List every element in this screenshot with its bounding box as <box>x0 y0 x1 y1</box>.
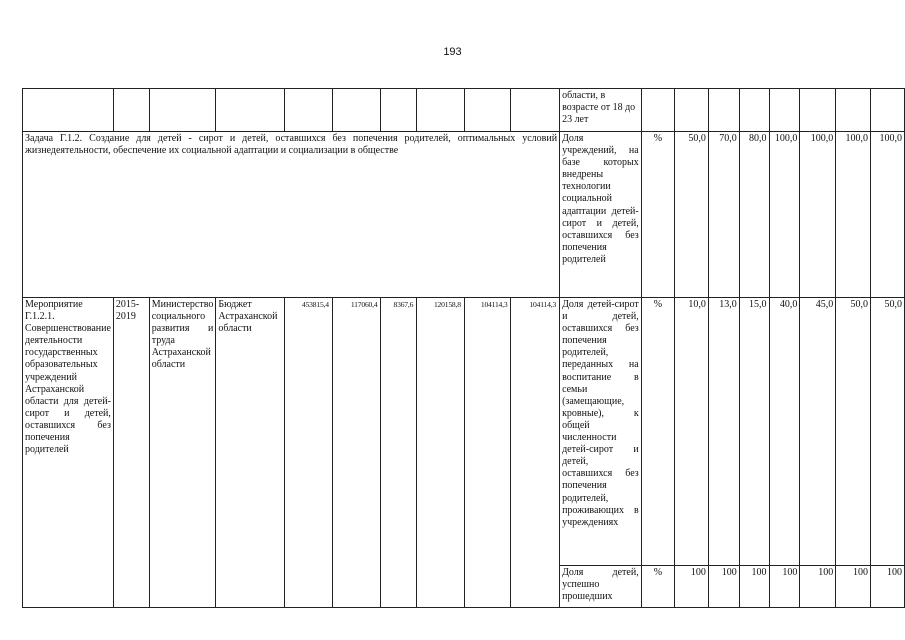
indicator-value-7: 50,0 <box>871 298 905 566</box>
indicator-text: Доля детей-сирот и детей, оставшихся без попечения родителей, переданных на воспитание в семьи (замещающие, кровные), к общей численности детей-сирот и детей, оставшихся без попечения родителей, проживающих в учреждениях <box>560 298 642 566</box>
indicator-unit: % <box>641 566 675 608</box>
table-row-continuation <box>23 89 905 132</box>
financing-2015: 117060,4 <box>332 298 381 608</box>
financing-2019: 104114,3 <box>511 298 560 608</box>
activity-name: Мероприятие Г.1.2.1. Совершенствование деятельности государственных образовательных учреждений Астраханской области для детей-сирот и детей, оставшихся без попечения родителей <box>23 298 114 608</box>
indicator-value-3: 15,0 <box>739 298 769 566</box>
activity-period: 2015-2019 <box>113 298 149 608</box>
indicator-text: Доля детей, успешно прошедших <box>560 566 642 608</box>
indicator-cell: области, в возрасте от 18 до 23 лет <box>560 89 642 132</box>
table-row-activity <box>23 298 905 566</box>
indicator-value-1: 100 <box>675 566 709 608</box>
indicator-value-4: 100 <box>769 566 800 608</box>
financing-2017: 120158,8 <box>417 298 465 608</box>
task-value-6: 100,0 <box>836 132 871 298</box>
task-value-1: 50,0 <box>675 132 709 298</box>
indicator-value-7: 100 <box>871 566 905 608</box>
indicator-value-3: 100 <box>739 566 769 608</box>
financing-total: 453815,4 <box>285 298 333 608</box>
activity-source: Бюджет Астраханской области <box>216 298 285 608</box>
financing-2018: 104114,3 <box>464 298 511 608</box>
indicator-value-5: 100 <box>800 566 836 608</box>
indicator-unit: % <box>641 298 675 566</box>
financing-2016: 8367,6 <box>381 298 417 608</box>
task-value-4: 100,0 <box>769 132 800 298</box>
task-indicator: Доля учреждений, на базе которых внедрены технологии социальной адаптации детей-сирот и детей, оставшихся без попечения родителей <box>560 132 642 298</box>
indicator-value-6: 50,0 <box>836 298 871 566</box>
indicator-value-5: 45,0 <box>800 298 836 566</box>
indicator-value-6: 100 <box>836 566 871 608</box>
program-table <box>22 88 905 608</box>
indicator-value-2: 100 <box>708 566 739 608</box>
table-row-task <box>23 132 905 298</box>
task-value-3: 80,0 <box>739 132 769 298</box>
activity-executor: Министерство социального развития и труда Астраханской области <box>149 298 216 608</box>
indicator-value-4: 40,0 <box>769 298 800 566</box>
indicator-value-1: 10,0 <box>675 298 709 566</box>
page-number: 193 <box>443 46 462 58</box>
indicator-value-2: 13,0 <box>708 298 739 566</box>
task-value-7: 100,0 <box>871 132 905 298</box>
task-value-2: 70,0 <box>708 132 739 298</box>
task-description: Задача Г.1.2. Создание для детей - сирот и детей, оставшихся без попечения родителей, оптимальных условий жизнедеятельности, обеспечение их социальной адаптации и социализации в обществе <box>23 132 560 298</box>
task-unit: % <box>641 132 675 298</box>
task-value-5: 100,0 <box>800 132 836 298</box>
